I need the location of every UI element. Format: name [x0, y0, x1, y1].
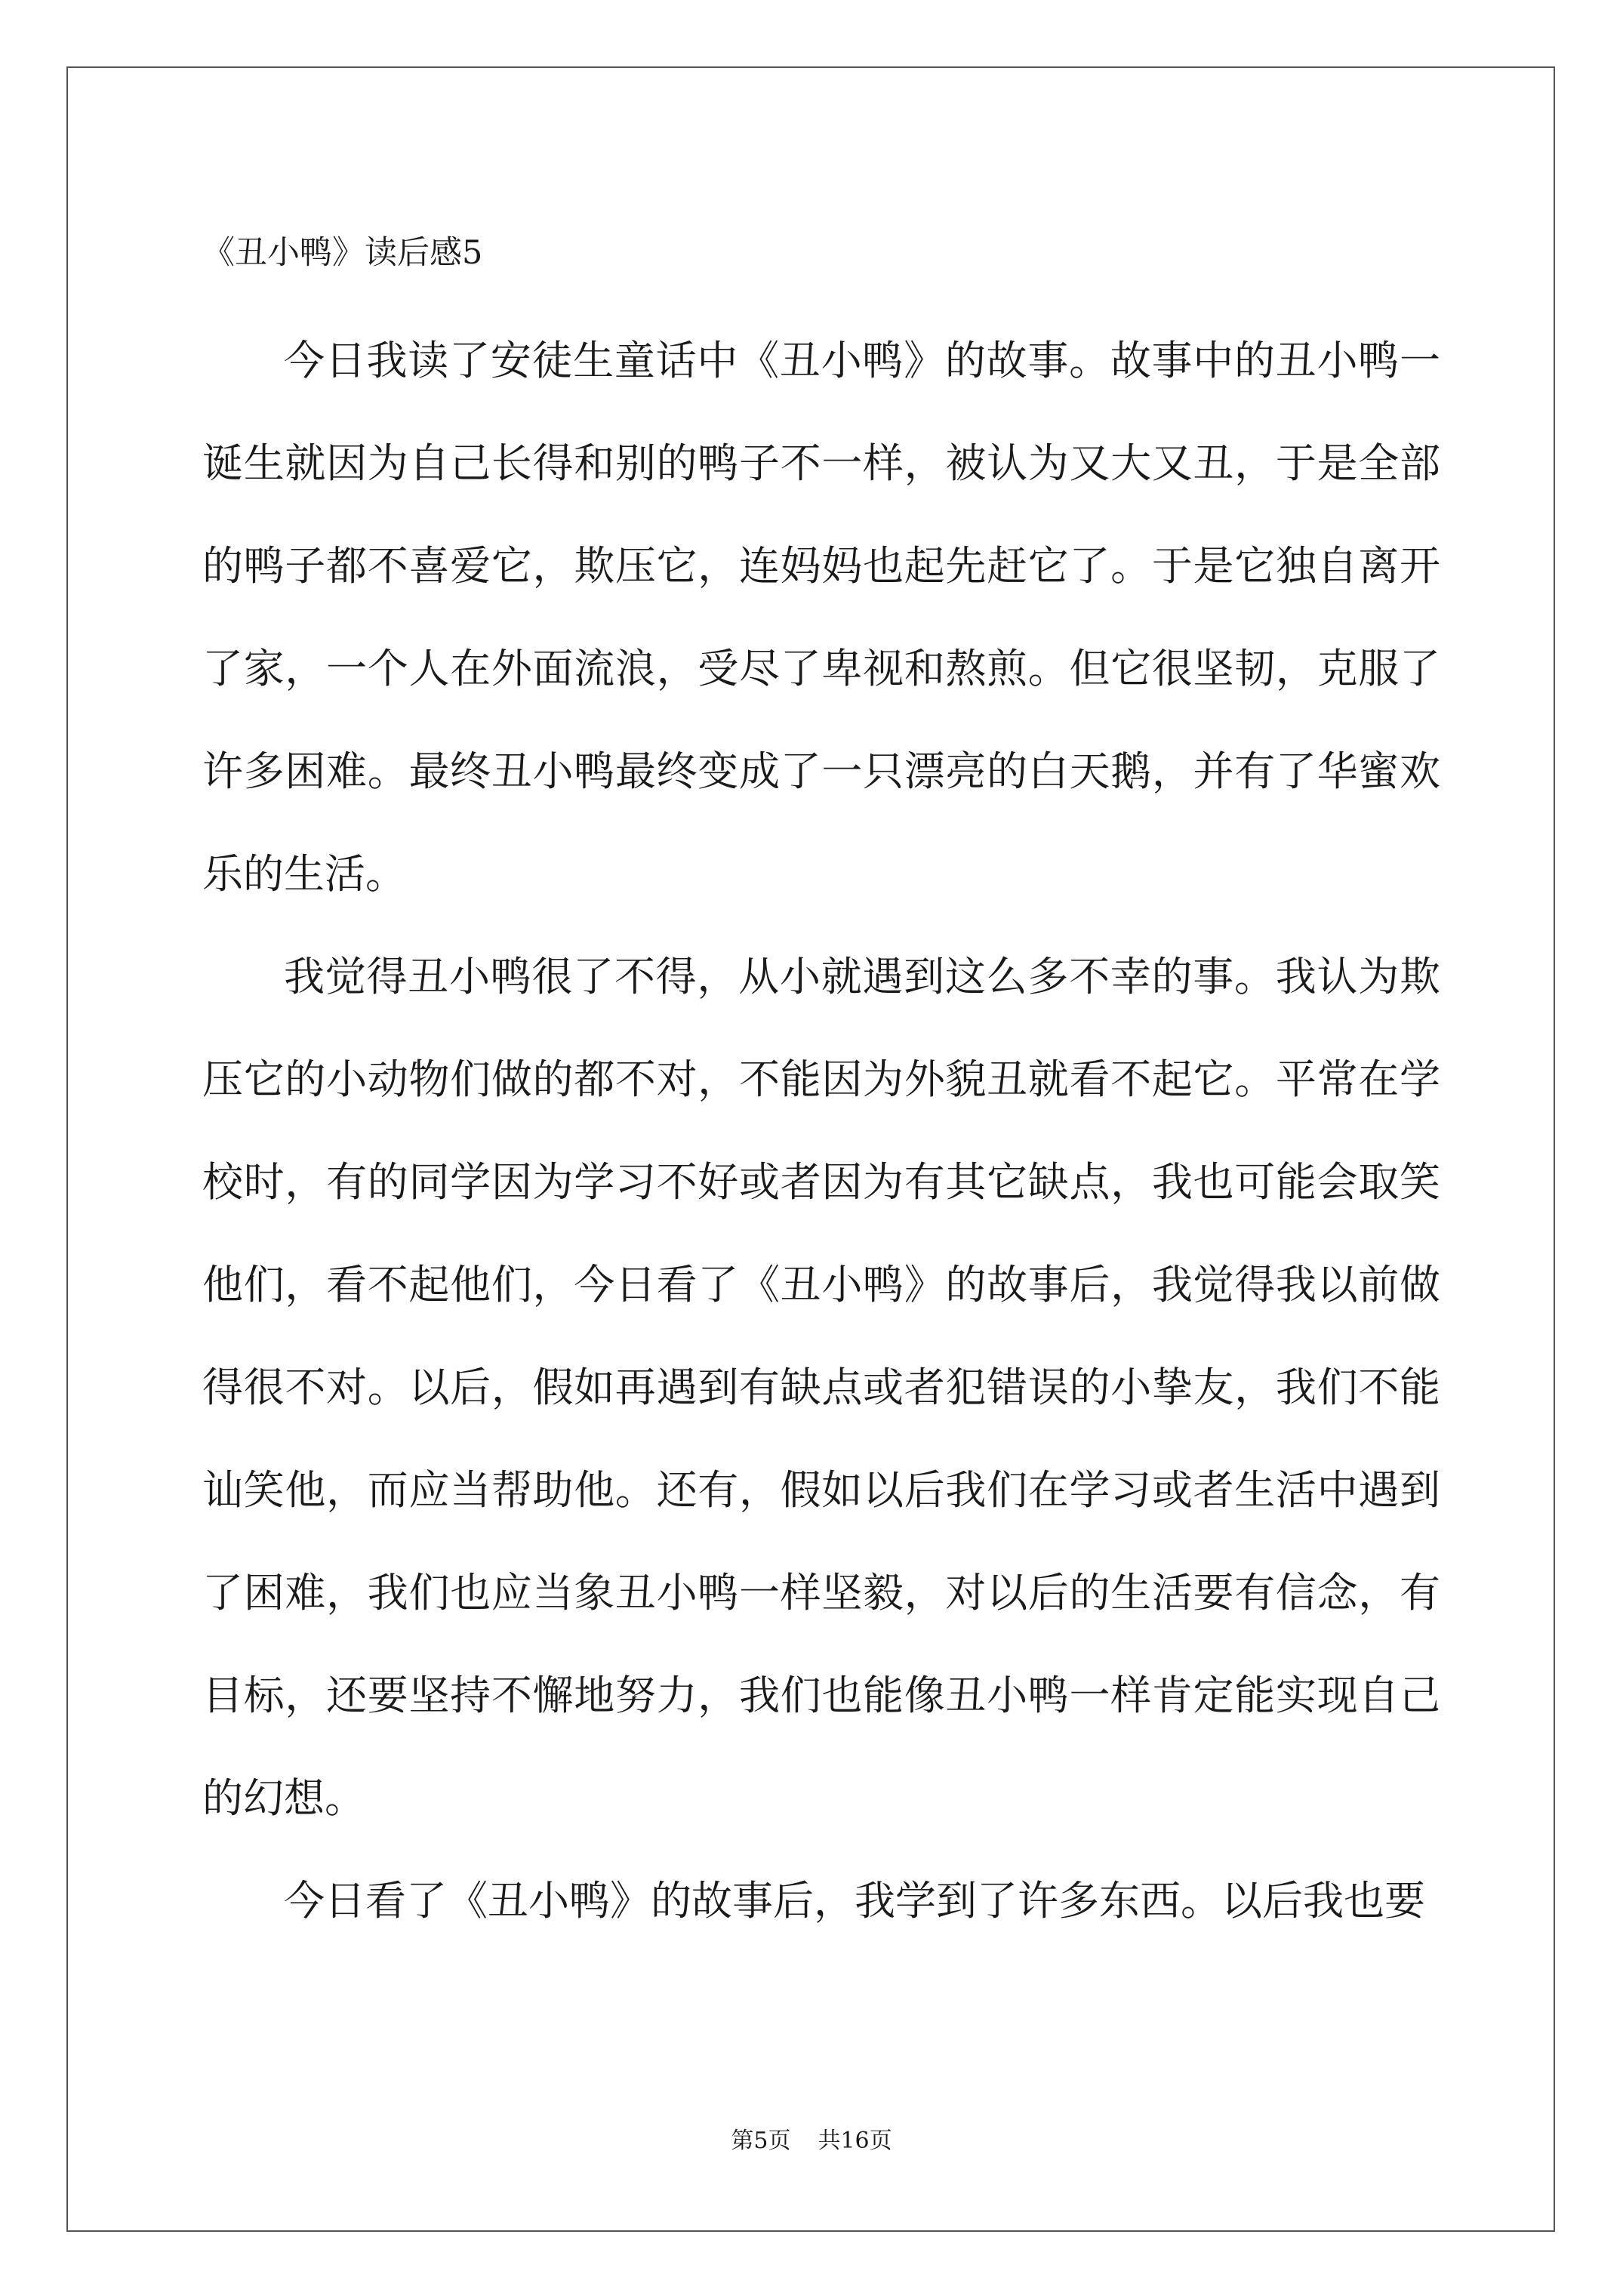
paragraph-1: 今日我读了安徒生童话中《丑小鸭》的故事。故事中的丑小鸭一诞生就因为自己长得和别的鸭子不一样，被认为又大又丑，于是全部的鸭子都不喜爱它，欺压它，连妈妈也起先赶它了。于是它独自离开了家，一个人在外面流浪，受尽了卑视和熬煎。但它很坚韧，克服了许多困难。最终丑小鸭最终变成了一只漂亮的白天鹅，并有了华蜜欢乐的生活。: [202, 337, 1440, 898]
paragraph-3: 今日看了《丑小鸭》的故事后，我学到了许多东西。以后我也要: [284, 1877, 1425, 1925]
page-footer: [0, 2126, 1623, 2156]
paragraph-2: 我觉得丑小鸭很了不得，从小就遇到这么多不幸的事。我认为欺压它的小动物们做的都不对，不能因为外貌丑就看不起它。平常在学校时，有的同学因为学习不好或者因为有其它缺点，我也可能会取笑他们，看不起他们，今日看了《丑小鸭》的故事后，我觉得我以前做得很不对。以后，假如再遇到有缺点或者犯错误的小挚友，我们不能讪笑他，而应当帮助他。还有，假如以后我们在学习或者生活中遇到了困难，我们也应当象丑小鸭一样坚毅，对以后的生活要有信念，有目标，还要坚持不懈地努力，我们也能像丑小鸭一样肯定能实现自己的幻想。: [202, 953, 1440, 1822]
document-body: [202, 227, 1440, 1952]
page-number: 第5页: [731, 2128, 791, 2154]
document-title: 《丑小鸭》读后感5: [202, 234, 483, 272]
page-total: 共16页: [818, 2128, 892, 2154]
